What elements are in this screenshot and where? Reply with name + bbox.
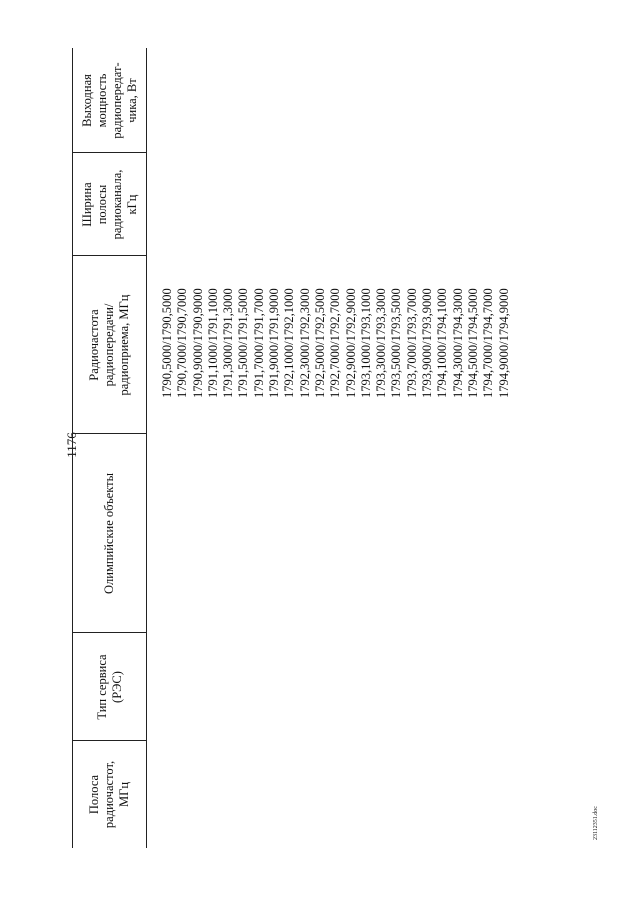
frequency-cell: 1794,3000/1794,3000 (450, 288, 465, 398)
frequency-cell: 1791,7000/1791,7000 (251, 288, 266, 398)
frequency-cell: 1790,5000/1790,5000 (160, 288, 174, 398)
frequency-cell: 1792,3000/1792,3000 (297, 288, 312, 398)
frequency-cell: 1791,5000/1791,5000 (236, 288, 251, 398)
frequency-cell: 1794,7000/1794,7000 (481, 288, 496, 398)
header-output-power: Выходная мощность радиопередат- чика, Вт (79, 62, 139, 139)
header-olympic-objects: Олимпийские объекты (102, 473, 116, 594)
frequency-cell: 1794,9000/1794,9000 (496, 288, 511, 398)
header-radio-frequency: Радиочастота радиопередачи/ радиоприема, МГц (87, 294, 131, 396)
header-service-type: Тип сервиса (РЭС) (94, 654, 124, 720)
table-header-row (72, 48, 147, 848)
page-number: 1176 (63, 432, 79, 458)
frequency-cell: 1790,7000/1790,7000 (175, 288, 190, 398)
frequency-cell: 1794,1000/1794,1000 (435, 288, 450, 398)
frequency-cell: 1791,9000/1791,9000 (267, 288, 282, 398)
document-code: 23112351.doc (592, 806, 599, 840)
frequency-cell: 1793,9000/1793,9000 (420, 288, 435, 398)
header-channel-width: Ширина полосы радиоканала, кГц (79, 169, 139, 240)
frequency-cell: 1793,7000/1793,7000 (404, 288, 419, 398)
frequency-cell: 1792,7000/1792,7000 (328, 288, 343, 398)
frequency-cell: 1790,9000/1790,9000 (190, 288, 205, 398)
frequency-cell: 1792,9000/1792,9000 (343, 288, 358, 398)
header-frequency-band: Полоса радиочастот, МГц (87, 760, 131, 829)
frequency-cell: 1793,5000/1793,5000 (389, 288, 404, 398)
frequency-table (72, 48, 562, 848)
frequency-cell: 1793,3000/1793,3000 (374, 288, 389, 398)
frequency-cell: 1792,1000/1792,1000 (282, 288, 297, 398)
frequency-cell: 1793,1000/1793,1000 (358, 288, 373, 398)
frequency-cell: 1791,3000/1791,3000 (221, 288, 236, 398)
frequency-cell: 1792,5000/1792,5000 (312, 288, 327, 398)
frequency-cell: 1794,5000/1794,5000 (465, 288, 480, 398)
frequency-cell: 1791,1000/1791,1000 (205, 288, 220, 398)
frequency-list (160, 268, 512, 398)
